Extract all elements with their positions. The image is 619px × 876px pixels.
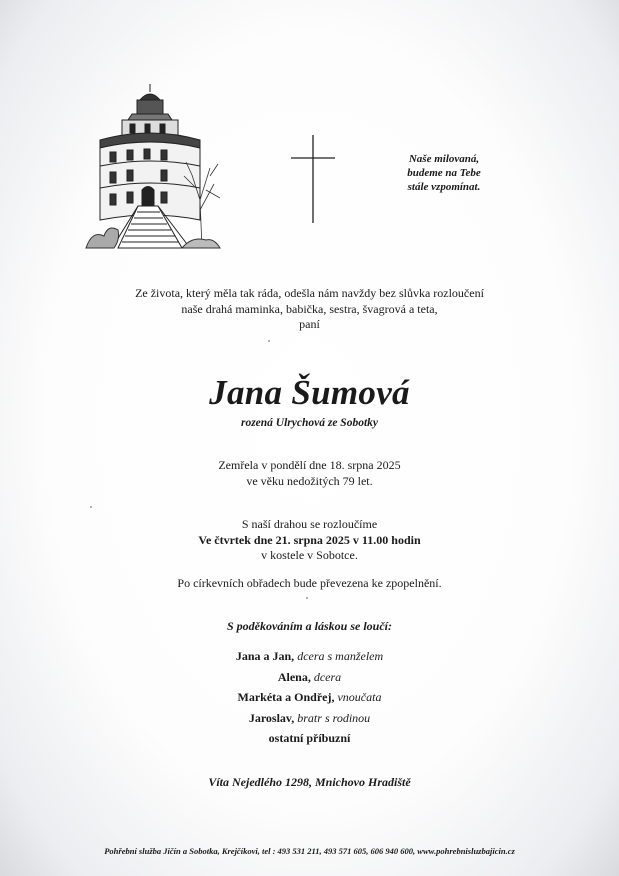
funeral-service-footer: Pohřební služba Jičín a Sobotka, Krejčíkovi, tel : 493 531 211, 493 571 605, 606 940 600, www.pohrebnisluzbajicin.cz [104, 846, 515, 856]
family-address: Víta Nejedlého 1298, Mnichovo Hradiště [208, 775, 411, 789]
intro-line: Ze života, který měla tak ráda, odešla nám navždy bez slůvka rozloučení [135, 286, 484, 300]
mourner-name: Alena, [277, 669, 311, 684]
mourner-relation: vnoučata [337, 690, 382, 705]
mourner-relation: dcera [313, 669, 342, 684]
mourner-item [0, 687, 619, 708]
motto [385, 152, 503, 194]
mourner-item [0, 708, 619, 729]
mourner-name: Markéta a Ondřej, [237, 690, 335, 705]
death-info [0, 458, 619, 489]
mourners-list [0, 646, 619, 749]
mourner-item [0, 646, 619, 667]
mourner-item [0, 667, 619, 688]
thanks-heading: S poděkováním a láskou se loučí: [226, 619, 392, 633]
farewell-datetime: Ve čtvrtek dne 21. srpna 2025 v 11.00 hodin [198, 532, 421, 547]
motto-line: budeme na Tebe [407, 167, 481, 179]
mourner-name: Jaroslav, [248, 710, 295, 725]
farewell-info [0, 517, 619, 564]
intro-line: naše drahá maminka, babička, sestra, švagrová a teta, [181, 301, 438, 316]
mourner-name: ostatní příbuzní [268, 731, 351, 746]
cross-symbol [288, 133, 338, 225]
mourner-item [0, 728, 619, 749]
speck [268, 340, 270, 342]
speck [306, 597, 308, 599]
maiden-name: rozená Ulrychová ze Sobotky [240, 417, 379, 429]
mourner-relation: bratr s rodinou [297, 710, 371, 725]
farewell-place: v kostele v Sobotce. [261, 548, 358, 562]
mourner-relation: dcera s manželem [297, 649, 384, 663]
death-age: ve věku nedožitých 79 let. [246, 473, 373, 488]
motto-line: Naše milovaná, [408, 153, 480, 165]
motto-line: stále vzpomínat. [407, 181, 481, 193]
death-date: Zemřela v pondělí dne 18. srpna 2025 [218, 458, 401, 472]
mourner-name: Jana a Jan, [235, 649, 295, 663]
cremation-note: Po církevních obřadech bude převezena ke zpopelnění. [177, 576, 442, 590]
castle-tower-illustration [82, 80, 224, 252]
speck [90, 506, 92, 508]
intro-text [0, 286, 619, 333]
deceased-name: Jana Šumová [209, 373, 410, 412]
intro-line: paní [299, 317, 320, 331]
farewell-intro: S naší drahou se rozloučíme [241, 517, 378, 531]
